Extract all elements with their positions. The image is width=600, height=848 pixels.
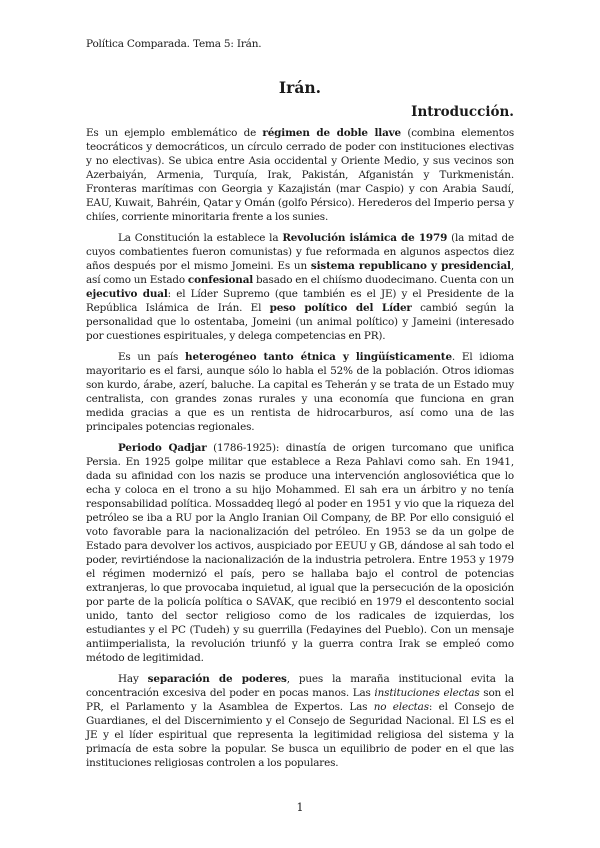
text-run: (combina elementos teocráticos y democráticos, un círculo cerrado de poder con instituciones electivas y no electivas). Se ubica entre Asia occidental y Oriente Medio, y sus vecinos son Azerbaiyán, Armenia, Turquía, Irak, Pakistán, Afganistán y Turkmenistán. Fronteras marítimas con Georgia y Kazajistán (mar Caspio) y con Arabia Saudí, EAU, Kuwait, Bahréin, Qatar y Omán (golfo Pérsico). Herederos del Imperio persa y chiíes, corriente minoritaria frente a los sunies. [86, 127, 514, 223]
italic-term: no electas [373, 701, 429, 713]
paragraph [86, 126, 514, 224]
text-run: cambió según la personalidad que lo ostentaba, Jomeini (un animal político) y Jameini (interesado por cuestiones espirituales, y delega competencias en PR). [86, 302, 514, 342]
page-number: 1 [296, 801, 304, 814]
bold-term: separación de poderes [147, 673, 287, 685]
text-run: Hay [118, 673, 148, 685]
bold-term: Revolución islámica de 1979 [282, 232, 448, 244]
text-run: , así como un Estado [86, 260, 514, 286]
text-run: Es un país [118, 351, 186, 363]
bold-term: régimen de doble llave [262, 127, 402, 139]
bold-term: Periodo Qadjar [118, 442, 207, 454]
running-header: Política Comparada. Tema 5: Irán. [86, 38, 262, 50]
document-body [86, 126, 514, 777]
text-run: son el PR, el Parlamento y la Asamblea de Expertos. Las [86, 687, 514, 713]
paragraph [86, 672, 514, 770]
italic-term: instituciones electas [374, 687, 480, 699]
text-run: . El idioma mayoritario es el farsi, aunque sólo lo habla el 52% de la población. Otros idiomas son kurdo, árabe, azerí, baluche. La capital es Teherán y se trata de un Estado muy centralista, con grandes zonas rurales y una economía que funciona en gran medida gracias a que es un rentista de hidrocarburos, así como una de las principales potencias regionales. [86, 351, 515, 433]
bold-term: peso político del Líder [269, 302, 412, 314]
text-run: (1786-1925): dinastía de origen turcomano que unifica Persia. En 1925 golpe militar que establece a Reza Pahlavi como sah. En 1941, dada su afinidad con los nazis se produce una intervención anglosoviética que lo echa y coloca en el trono a su hijo Mohammed. El sah era un árbitro y no tenía responsabilidad política. Mossaddeq llegó al poder en 1951 y vio que la riqueza del petróleo se iba a RU por la Anglo Iranian Oil Company, de BP. Por ello consiguió el voto favorable para la nacionalización del petróleo. En 1953 se da un golpe de Estado para devolver los activos, auspiciado por EEUU y GB, dándose al sah todo el poder, revirtiéndose la nacionalización de la industria petrolera. Entre 1953 y 1979 el régimen modernizó el país, pero se hallaba bajo el control de potencias extranjeras, lo que provocaba inquietud, al igual que la persecución de la oposición por parte de la policía política o SAVAK, que recibió en 1979 el descontento social unido, tanto del sector religioso como de los radicales de izquierdas, los estudiantes y el PC (Tudeh) y su guerrilla (Fedayines del Pueblo). Con un mensaje antiimperialista, la revolución triunfó y la guerra contra Irak se empleó como método de legitimidad. [86, 442, 514, 664]
section-heading: Introducción. [411, 104, 514, 120]
text-run: Es un ejemplo emblemático de [86, 127, 263, 139]
bold-term: sistema republicano y presidencial [310, 260, 511, 272]
text-run: (la mitad de cuyos combatientes fueron comunistas) y fue reformada en algunos aspectos diez años después por el mismo Jomeini. Es un [86, 232, 514, 272]
bold-term: confesional [187, 274, 254, 286]
text-run: La Constitución la establece la [118, 232, 283, 244]
paragraph [86, 441, 514, 665]
bold-term: heterogéneo tanto étnica y lingüísticamente [185, 351, 452, 363]
text-run: : el Líder Supremo (que también es el JE) y el Presidente de la República Islámica de Irán. El [86, 288, 515, 314]
bold-term: ejecutivo dual [86, 288, 168, 300]
text-run: , pues la maraña institucional evita la concentración excesiva del poder en pocas manos. Las [86, 673, 514, 699]
text-run: basado en el chiísmo duodecimano. Cuenta con un [253, 274, 514, 286]
page-title: Irán. [278, 78, 322, 97]
paragraph [86, 350, 514, 434]
text-run: : el Consejo de Guardianes, el del Discernimiento y el Consejo de Seguridad Nacional. El LS es el JE y el líder espiritual que representa la legitimidad religiosa del sistema y la primacía de esta sobre la popular. Se busca un equilibrio de poder en el que las instituciones religiosas controlen a los populares. [86, 701, 514, 769]
paragraph [86, 231, 514, 343]
